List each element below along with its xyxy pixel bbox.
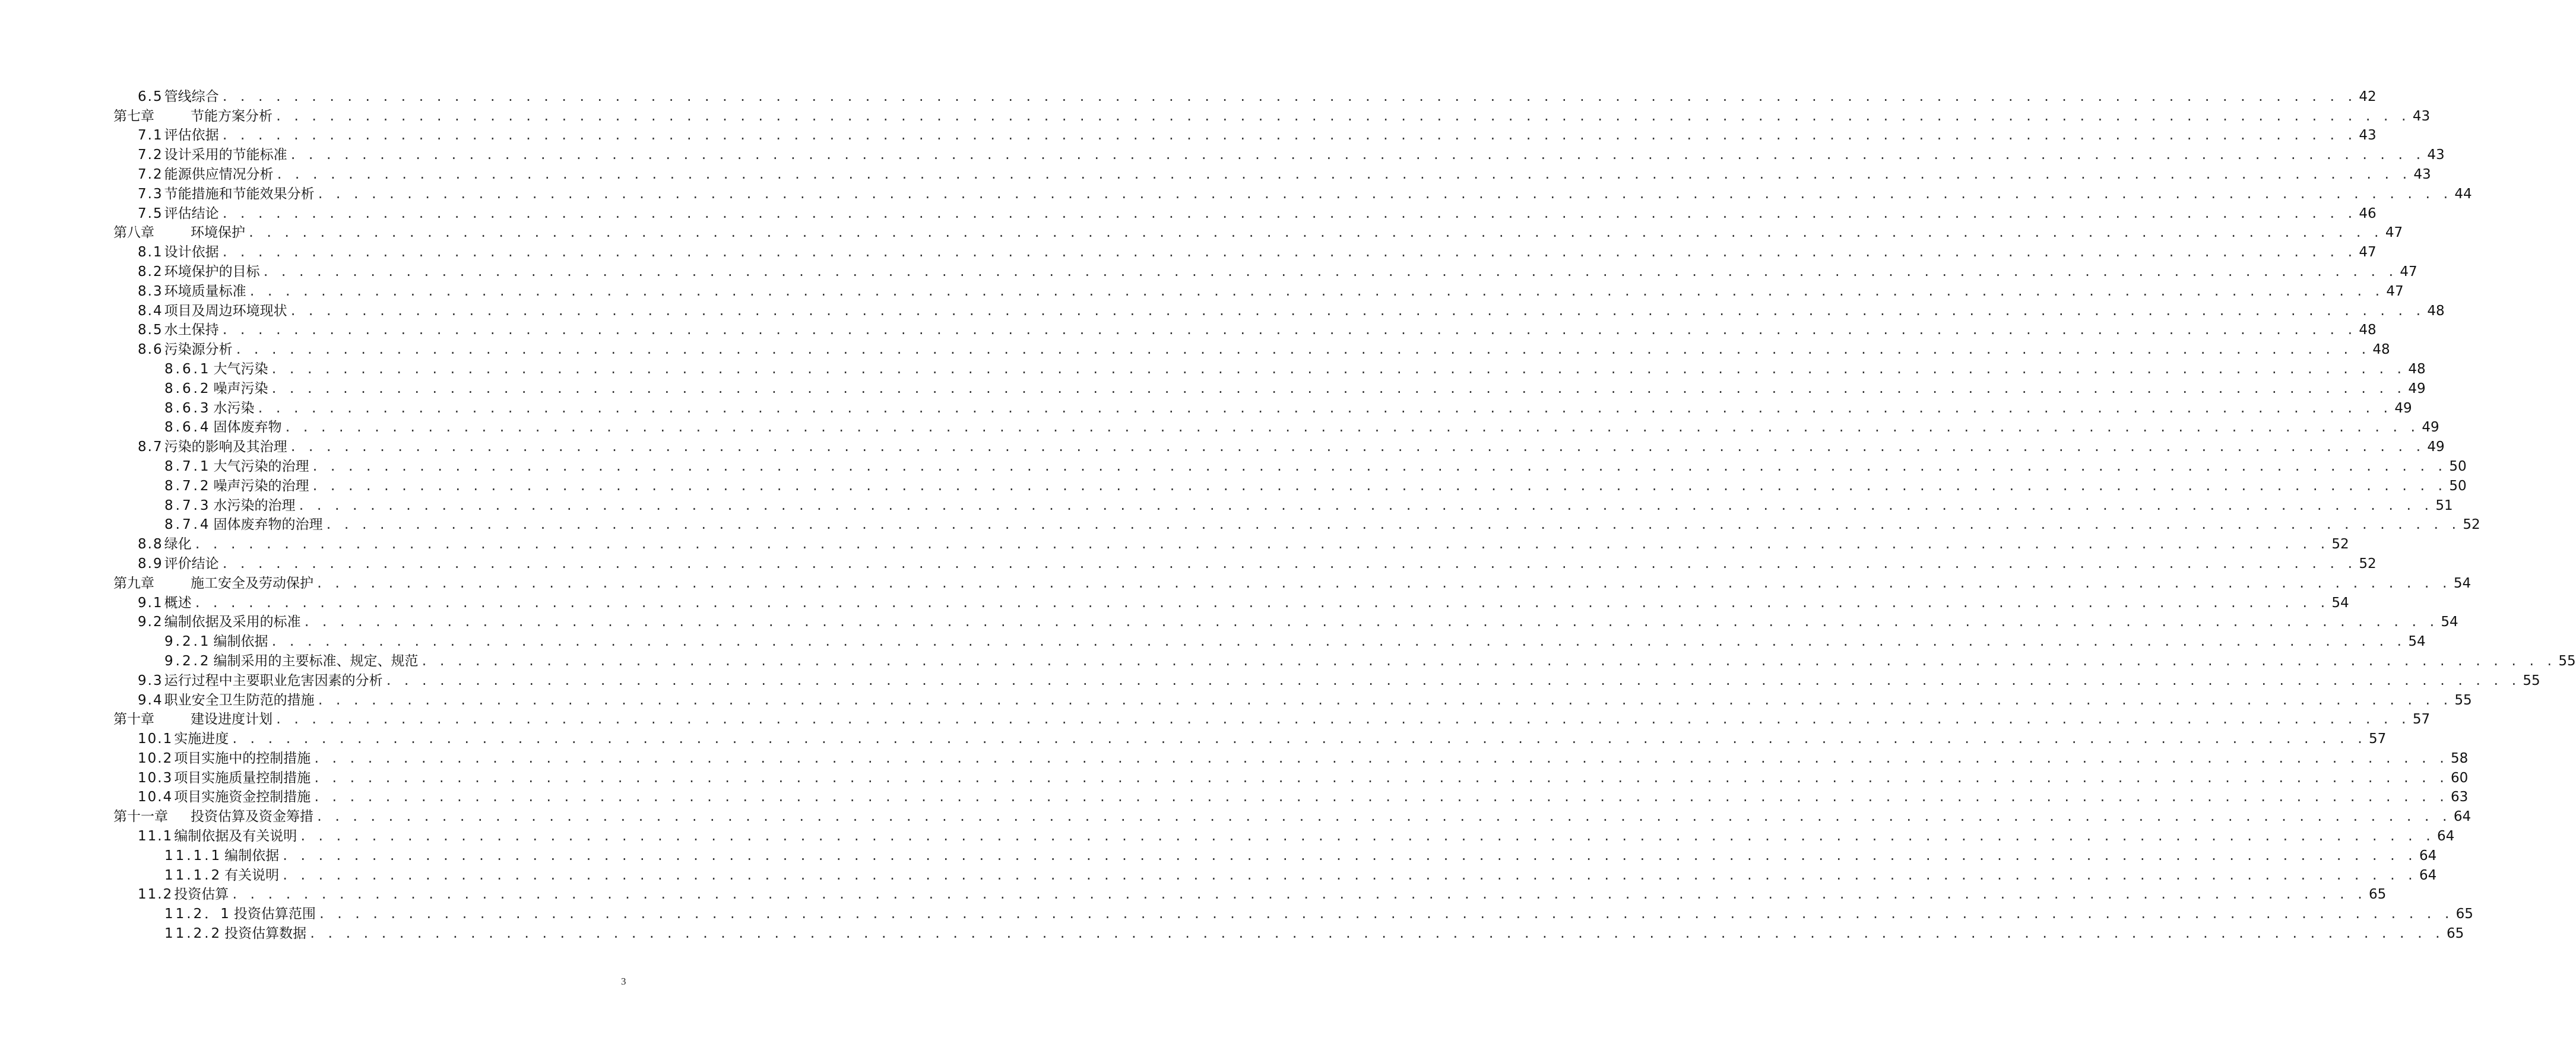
toc-dot-leader: . . . . . . . . . . . . . . . . . . . . . . . . . . . . . . . . . . . . . . . . . . . . . . . . . . . . . . . . . . . . . . . . . . . . . . . . . . . . . . . . . . . . . . . . . . . . . . . . . . . . . . . . . . . . . . . . . . . . . . . .: [221, 245, 2356, 260]
toc-entry-line: [138, 264, 2417, 280]
toc-entry-number: 7.2: [138, 166, 163, 182]
toc-entry-number: 8.7.2: [164, 478, 211, 494]
toc-entry-line: [164, 419, 2439, 436]
toc-entry-number: 8.9: [138, 556, 163, 572]
toc-entry-line: [164, 633, 2426, 650]
toc-entry-line: [164, 848, 2437, 864]
toc-entry-number: 9.3: [138, 672, 163, 688]
toc-entry-line: [113, 575, 2472, 592]
toc-entry-line: [138, 186, 2472, 202]
toc-section-entry: [0, 380, 2426, 401]
toc-entry-title: 投资估算及资金筹措: [191, 809, 313, 825]
toc-section-entry: [0, 829, 2455, 848]
toc-dot-leader: . . . . . . . . . . . . . . . . . . . . . . . . . . . . . . . . . . . . . . . . . . . . . . . . . . . . . . . . . . . . . . . . . . . . . . . . . . . . . . . . . . . . . . . . . . . . . . . . . . . . . . . . . . . . . . . . . . . . . . . .: [316, 693, 2451, 707]
toc-entry-number: 11.2．1: [164, 906, 232, 922]
toc-section-entry: [0, 595, 2349, 615]
toc-entry-title: 编制依据及有关说明: [174, 829, 297, 845]
toc-entry-number: 11.1: [138, 829, 173, 845]
toc-entry-title: 投资估算范围: [233, 906, 316, 922]
toc-entry-number: 8.6.2: [164, 380, 211, 396]
toc-entry-title: 大气污染: [213, 361, 268, 377]
toc-dot-leader: . . . . . . . . . . . . . . . . . . . . . . . . . . . . . . . . . . . . . . . . . . . . . . . . . . . . . . . . . . . . . . . . . . . . . . . . . . . . . . . . . . . . . . . . . . . . . . . . . . . . . . . . . . . . . . . . . . . . . . . .: [313, 790, 2448, 805]
toc-dot-leader: . . . . . . . . . . . . . . . . . . . . . . . . . . . . . . . . . . . . . . . . . . . . . . . . . . . . . . . . . . . . . . . . . . . . . . . . . . . . . . . . . . . . . . . . . . . . . . . . . . . . . . . . . . . . . . . . . . . . . . . .: [231, 732, 2366, 747]
toc-dot-leader: . . . . . . . . . . . . . . . . . . . . . . . . . . . . . . . . . . . . . . . . . . . . . . . . . . . . . . . . . . . . . . . . . . . . . . . . . . . . . . . . . . . . . . . . . . . . . . . . . . . . . . . . . . . . . . . . . . . . . . . .: [289, 148, 2424, 163]
toc-entry-page: 54: [2441, 614, 2458, 630]
toc-entry-line: [138, 439, 2445, 455]
toc-entry-page: 57: [2369, 731, 2387, 747]
toc-section-entry: [0, 458, 2467, 478]
toc-dot-leader: . . . . . . . . . . . . . . . . . . . . . . . . . . . . . . . . . . . . . . . . . . . . . . . . . . . . . . . . . . . . . . . . . . . . . . . . . . . . . . . . . . . . . . . . . . . . . . . . . . . . . . . . . . . . . . . . . . . . . . . .: [270, 361, 2405, 376]
toc-entry-number: 9.2: [138, 614, 163, 630]
toc-entry-page: 54: [2408, 634, 2426, 650]
toc-entry-title: 项目实施资金控制措施: [174, 789, 311, 805]
toc-entry-number: 10.2: [138, 750, 173, 766]
toc-entry-page: 65: [2446, 926, 2464, 942]
toc-entry-page: 64: [2453, 809, 2472, 825]
toc-section-entry: [0, 205, 2377, 226]
toc-entry-number: 第十章: [113, 712, 154, 728]
toc-entry-line: [138, 166, 2431, 183]
toc-entry-number: 8.6: [138, 342, 163, 358]
toc-entry-page: 64: [2419, 848, 2437, 864]
toc-entry-line: [113, 224, 2403, 241]
toc-section-entry: [0, 848, 2437, 868]
toc-entry-line: [138, 303, 2445, 319]
toc-entry-number: 第七章: [113, 108, 154, 124]
toc-entry-number: 7.2: [138, 147, 163, 163]
toc-entry-title: 污染源分析: [164, 342, 233, 358]
toc-section-entry: [0, 439, 2445, 459]
toc-section-entry: [0, 867, 2437, 887]
toc-dot-leader: . . . . . . . . . . . . . . . . . . . . . . . . . . . . . . . . . . . . . . . . . . . . . . . . . . . . . . . . . . . . . . . . . . . . . . . . . . . . . . . . . . . . . . . . . . . . . . . . . . . . . . . . . . . . . . . . . . . . . . . .: [325, 518, 2460, 532]
toc-entry-title: 水污染的治理: [213, 497, 296, 513]
toc-entry-title: 噪声污染: [213, 380, 268, 396]
toc-entry-title: 评价结论: [164, 556, 219, 572]
toc-dot-leader: . . . . . . . . . . . . . . . . . . . . . . . . . . . . . . . . . . . . . . . . . . . . . . . . . . . . . . . . . . . . . . . . . . . . . . . . . . . . . . . . . . . . . . . . . . . . . . . . . . . . . . . . . . . . . . . . . . . . . . . .: [194, 537, 2328, 552]
toc-entry-page: 48: [2408, 361, 2426, 377]
toc-section-entry: [0, 88, 2377, 109]
toc-entry-number: 9.2.1: [164, 634, 211, 650]
toc-entry-page: 60: [2451, 770, 2469, 786]
toc-entry-line: [138, 750, 2469, 767]
toc-entry-line: [138, 341, 2390, 358]
toc-section-entry: [0, 517, 2480, 537]
toc-entry-line: [138, 88, 2377, 105]
toc-section-entry: [0, 322, 2377, 342]
toc-entry-title: 项目实施中的控制措施: [174, 750, 311, 766]
toc-dot-leader: . . . . . . . . . . . . . . . . . . . . . . . . . . . . . . . . . . . . . . . . . . . . . . . . . . . . . . . . . . . . . . . . . . . . . . . . . . . . . . . . . . . . . . . . . . . . . . . . . . . . . . . . . . . . . . . . . . . . . . . .: [221, 206, 2356, 221]
toc-dot-leader: . . . . . . . . . . . . . . . . . . . . . . . . . . . . . . . . . . . . . . . . . . . . . . . . . . . . . . . . . . . . . . . . . . . . . . . . . . . . . . . . . . . . . . . . . . . . . . . . . . . . . . . . . . . . . . . . . . . . . . . .: [256, 401, 2391, 415]
toc-entry-number: 8.6.1: [164, 361, 211, 377]
toc-dot-leader: . . . . . . . . . . . . . . . . . . . . . . . . . . . . . . . . . . . . . . . . . . . . . . . . . . . . . . . . . . . . . . . . . . . . . . . . . . . . . . . . . . . . . . . . . . . . . . . . . . . . . . . . . . . . . . . . . . . . . . . .: [284, 420, 2419, 435]
toc-section-entry: [0, 497, 2453, 518]
toc-entry-line: [138, 244, 2377, 261]
toc-dot-leader: . . . . . . . . . . . . . . . . . . . . . . . . . . . . . . . . . . . . . . . . . . . . . . . . . . . . . . . . . . . . . . . . . . . . . . . . . . . . . . . . . . . . . . . . . . . . . . . . . . . . . . . . . . . . . . . . . . . . . . . .: [316, 810, 2450, 824]
toc-entry-line: [164, 361, 2426, 377]
toc-entry-line: [138, 614, 2458, 630]
toc-entry-number: 8.1: [138, 245, 163, 261]
toc-section-entry: [0, 653, 2576, 673]
toc-entry-page: 48: [2359, 322, 2377, 338]
toc-entry-number: 8.7.3: [164, 497, 211, 513]
toc-section-entry: [0, 692, 2472, 712]
toc-section-entry: [0, 128, 2377, 148]
toc-section-entry: [0, 420, 2439, 440]
toc-section-entry: [0, 303, 2445, 323]
toc-dot-leader: . . . . . . . . . . . . . . . . . . . . . . . . . . . . . . . . . . . . . . . . . . . . . . . . . . . . . . . . . . . . . . . . . . . . . . . . . . . . . . . . . . . . . . . . . . . . . . . . . . . . . . . . . . . . . . . . . . . . . . . .: [275, 167, 2410, 182]
toc-entry-page: 48: [2372, 342, 2390, 358]
toc-entry-page: 42: [2359, 88, 2377, 104]
toc-section-entry: [0, 186, 2472, 206]
toc-section-entry: [0, 887, 2387, 907]
toc-entry-number: 8.4: [138, 303, 163, 319]
toc-entry-title: 评估依据: [164, 128, 219, 144]
toc-entry-line: [164, 380, 2426, 397]
toc-entry-title: 编制依据: [224, 848, 280, 864]
toc-entry-line: [164, 458, 2467, 475]
toc-entry-number: 8.2: [138, 264, 163, 280]
toc-entry-title: 能源供应情况分析: [164, 166, 274, 182]
toc-section-entry: [0, 556, 2377, 576]
toc-entry-number: 6.5: [138, 88, 163, 104]
toc-entry-line: [164, 400, 2412, 417]
toc-section-entry: [0, 770, 2469, 790]
toc-dot-leader: . . . . . . . . . . . . . . . . . . . . . . . . . . . . . . . . . . . . . . . . . . . . . . . . . . . . . . . . . . . . . . . . . . . . . . . . . . . . . . . . . . . . . . . . . . . . . . . . . . . . . . . . . . . . . . . . . . . . . . . .: [221, 323, 2356, 338]
toc-dot-leader: . . . . . . . . . . . . . . . . . . . . . . . . . . . . . . . . . . . . . . . . . . . . . . . . . . . . . . . . . . . . . . . . . . . . . . . . . . . . . . . . . . . . . . . . . . . . . . . . . . . . . . . . . . . . . . . . . . . . . . . .: [248, 284, 2383, 299]
page-number: 3: [621, 976, 626, 987]
toc-entry-title: 水污染: [213, 400, 255, 416]
toc-entry-title: 环境保护的目标: [164, 264, 260, 280]
toc-section-entry: [0, 264, 2417, 284]
toc-entry-title: 职业安全卫生防范的措施: [164, 692, 315, 708]
toc-dot-leader: . . . . . . . . . . . . . . . . . . . . . . . . . . . . . . . . . . . . . . . . . . . . . . . . . . . . . . . . . . . . . . . . . . . . . . . . . . . . . . . . . . . . . . . . . . . . . . . . . . . . . . . . . . . . . . . . . . . . . . . .: [289, 303, 2424, 318]
toc-entry-number: 10.1: [138, 731, 173, 747]
toc-entry-number: 8.7: [138, 439, 163, 455]
toc-entry-page: 50: [2449, 478, 2467, 494]
toc-entry-title: 施工安全及劳动保护: [191, 575, 313, 591]
toc-entry-title: 编制依据及采用的标准: [164, 614, 301, 630]
toc-dot-leader: . . . . . . . . . . . . . . . . . . . . . . . . . . . . . . . . . . . . . . . . . . . . . . . . . . . . . . . . . . . . . . . . . . . . . . . . . . . . . . . . . . . . . . . . . . . . . . . . . . . . . . . . . . . . . . . . . . . . . . . .: [221, 128, 2356, 143]
toc-entry-line: [138, 595, 2349, 611]
toc-entry-title: 实施进度: [174, 731, 229, 747]
toc-entry-line: [138, 731, 2387, 747]
toc-entry-title: 污染的影响及其治理: [164, 439, 287, 455]
toc-entry-line: [138, 886, 2387, 903]
toc-entry-number: 8.3: [138, 283, 163, 299]
toc-entry-line: [164, 478, 2467, 494]
toc-chapter-entry: [0, 225, 2403, 245]
toc-entry-page: 49: [2427, 439, 2445, 455]
toc-entry-line: [138, 789, 2469, 805]
toc-entry-number: 10.4: [138, 789, 173, 805]
toc-entry-page: 65: [2369, 887, 2387, 903]
toc-entry-page: 65: [2455, 906, 2473, 922]
toc-entry-title: 评估结论: [164, 205, 219, 221]
toc-entry-page: 47: [2385, 225, 2403, 241]
toc-entry-page: 49: [2422, 420, 2439, 436]
toc-entry-title: 项目及周边环境现状: [164, 303, 287, 319]
toc-section-entry: [0, 906, 2473, 926]
toc-entry-title: 固体废弃物的治理: [213, 517, 323, 533]
toc-entry-number: 11.1.1: [164, 848, 223, 864]
toc-entry-title: 编制依据: [213, 634, 268, 650]
toc-entry-number: 8.6.3: [164, 400, 211, 416]
toc-dot-leader: . . . . . . . . . . . . . . . . . . . . . . . . . . . . . . . . . . . . . . . . . . . . . . . . . . . . . . . . . . . . . . . . . . . . . . . . . . . . . . . . . . . . . . . . . . . . . . . . . . . . . . . . . . . . . . . . . . . . . . . .: [270, 634, 2405, 649]
toc-section-entry: [0, 634, 2426, 653]
toc-entry-page: 55: [2454, 692, 2472, 708]
toc-dot-leader: . . . . . . . . . . . . . . . . . . . . . . . . . . . . . . . . . . . . . . . . . . . . . . . . . . . . . . . . . . . . . . . . . . . . . . . . . . . . . . . . . . . . . . . . . . . . . . . . . . . . . . . . . . . . . . . . . . . . . . . .: [194, 595, 2328, 610]
toc-dot-leader: . . . . . . . . . . . . . . . . . . . . . . . . . . . . . . . . . . . . . . . . . . . . . . . . . . . . . . . . . . . . . . . . . . . . . . . . . . . . . . . . . . . . . . . . . . . . . . . . . . . . . . . . . . . . . . . . . . . . . . . .: [313, 770, 2448, 785]
toc-chapter-entry: [0, 712, 2431, 732]
toc-entry-page: 46: [2359, 205, 2377, 221]
toc-entry-page: 54: [2331, 595, 2349, 611]
toc-entry-page: 47: [2359, 245, 2377, 261]
toc-entry-title: 概述: [164, 595, 192, 611]
toc-dot-leader: . . . . . . . . . . . . . . . . . . . . . . . . . . . . . . . . . . . . . . . . . . . . . . . . . . . . . . . . . . . . . . . . . . . . . . . . . . . . . . . . . . . . . . . . . . . . . . . . . . . . . . . . . . . . . . . . . . . . . . . .: [316, 186, 2451, 201]
toc-entry-page: 64: [2437, 829, 2455, 845]
toc-entry-number: 8.6.4: [164, 420, 211, 436]
toc-section-entry: [0, 342, 2390, 361]
toc-entry-line: [138, 127, 2377, 144]
toc-dot-leader: . . . . . . . . . . . . . . . . . . . . . . . . . . . . . . . . . . . . . . . . . . . . . . . . . . . . . . . . . . . . . . . . . . . . . . . . . . . . . . . . . . . . . . . . . . . . . . . . . . . . . . . . . . . . . . . . . . . . . . . .: [318, 907, 2453, 922]
toc-dot-leader: . . . . . . . . . . . . . . . . . . . . . . . . . . . . . . . . . . . . . . . . . . . . . . . . . . . . . . . . . . . . . . . . . . . . . . . . . . . . . . . . . . . . . . . . . . . . . . . . . . . . . . . . . . . . . . . . . . . . . . . .: [221, 556, 2356, 571]
toc-section-entry: [0, 283, 2404, 303]
toc-entry-line: [113, 711, 2431, 728]
toc-entry-title: 有关说明: [224, 867, 280, 883]
toc-entry-number: 9.2.2: [164, 653, 211, 669]
toc-entry-page: 52: [2331, 537, 2349, 553]
toc-entry-title: 建设进度计划: [191, 712, 273, 728]
toc-dot-leader: . . . . . . . . . . . . . . . . . . . . . . . . . . . . . . . . . . . . . . . . . . . . . . . . . . . . . . . . . . . . . . . . . . . . . . . . . . . . . . . . . . . . . . . . . . . . . . . . . . . . . . . . . . . . . . . . . . . . . . . .: [297, 498, 2432, 513]
toc-entry-page: 43: [2413, 166, 2431, 182]
toc-entry-line: [138, 770, 2469, 786]
toc-section-entry: [0, 245, 2377, 264]
toc-entry-line: [138, 692, 2472, 709]
toc-entry-number: 第九章: [113, 575, 154, 591]
toc-entry-title: 噪声污染的治理: [213, 478, 309, 494]
toc-entry-page: 48: [2427, 303, 2445, 319]
toc-entry-line: [164, 497, 2453, 514]
toc-entry-number: 11.2: [138, 887, 173, 903]
toc-dot-leader: . . . . . . . . . . . . . . . . . . . . . . . . . . . . . . . . . . . . . . . . . . . . . . . . . . . . . . . . . . . . . . . . . . . . . . . . . . . . . . . . . . . . . . . . . . . . . . . . . . . . . . . . . . . . . . . . . . . . . . . .: [303, 615, 2438, 630]
toc-dot-leader: . . . . . . . . . . . . . . . . . . . . . . . . . . . . . . . . . . . . . . . . . . . . . . . . . . . . . . . . . . . . . . . . . . . . . . . . . . . . . . . . . . . . . . . . . . . . . . . . . . . . . . . . . . . . . . . . . . . . . . . .: [385, 673, 2520, 688]
toc-entry-line: [138, 322, 2377, 338]
toc-dot-leader: . . . . . . . . . . . . . . . . . . . . . . . . . . . . . . . . . . . . . . . . . . . . . . . . . . . . . . . . . . . . . . . . . . . . . . . . . . . . . . . . . . . . . . . . . . . . . . . . . . . . . . . . . . . . . . . . . . . . . . . .: [313, 751, 2448, 766]
toc-entry-title: 设计采用的节能标准: [164, 147, 287, 163]
toc-entry-line: [138, 556, 2377, 572]
toc-entry-title: 大气污染的治理: [213, 458, 309, 474]
toc-section-entry: [0, 672, 2540, 693]
toc-entry-title: 项目实施质量控制措施: [174, 770, 311, 786]
toc-entry-number: 8.7.4: [164, 517, 211, 533]
toc-entry-number: 第八章: [113, 225, 154, 241]
toc-entry-line: [138, 205, 2377, 222]
toc-dot-leader: . . . . . . . . . . . . . . . . . . . . . . . . . . . . . . . . . . . . . . . . . . . . . . . . . . . . . . . . . . . . . . . . . . . . . . . . . . . . . . . . . . . . . . . . . . . . . . . . . . . . . . . . . . . . . . . . . . . . . . . .: [270, 381, 2405, 396]
toc-entry-number: 第十一章: [113, 809, 168, 825]
toc-chapter-entry: [0, 809, 2472, 829]
toc-entry-line: [113, 808, 2472, 825]
toc-entry-page: 50: [2449, 458, 2467, 474]
toc-dot-leader: . . . . . . . . . . . . . . . . . . . . . . . . . . . . . . . . . . . . . . . . . . . . . . . . . . . . . . . . . . . . . . . . . . . . . . . . . . . . . . . . . . . . . . . . . . . . . . . . . . . . . . . . . . . . . . . . . . . . . . . .: [235, 342, 2369, 357]
toc-dot-leader: . . . . . . . . . . . . . . . . . . . . . . . . . . . . . . . . . . . . . . . . . . . . . . . . . . . . . . . . . . . . . . . . . . . . . . . . . . . . . . . . . . . . . . . . . . . . . . . . . . . . . . . . . . . . . . . . . . . . . . . .: [221, 89, 2356, 104]
toc-entry-number: 8.7.1: [164, 458, 211, 474]
toc-entry-line: [138, 283, 2404, 300]
toc-dot-leader: . . . . . . . . . . . . . . . . . . . . . . . . . . . . . . . . . . . . . . . . . . . . . . . . . . . . . . . . . . . . . . . . . . . . . . . . . . . . . . . . . . . . . . . . . . . . . . . . . . . . . . . . . . . . . . . . . . . . . . . .: [281, 868, 2416, 883]
toc-entry-title: 环境质量标准: [164, 283, 246, 299]
toc-entry-page: 43: [2412, 108, 2431, 124]
toc-entry-number: 7.1: [138, 128, 163, 144]
toc-entry-line: [138, 536, 2349, 553]
toc-entry-page: 64: [2419, 867, 2437, 883]
toc-entry-line: [164, 653, 2576, 669]
toc-chapter-entry: [0, 108, 2431, 128]
toc-entry-page: 55: [2523, 672, 2540, 688]
toc-entry-title: 管线综合: [164, 88, 219, 104]
toc-entry-page: 43: [2359, 128, 2377, 144]
toc-entry-title: 投资估算: [174, 887, 229, 903]
toc-entry-page: 57: [2412, 712, 2431, 728]
toc-entry-number: 10.3: [138, 770, 173, 786]
toc-chapter-entry: [0, 575, 2472, 595]
toc-entry-line: [138, 672, 2540, 689]
toc-entry-page: 43: [2427, 147, 2445, 163]
toc-entry-page: 51: [2435, 497, 2453, 513]
toc-dot-leader: . . . . . . . . . . . . . . . . . . . . . . . . . . . . . . . . . . . . . . . . . . . . . . . . . . . . . . . . . . . . . . . . . . . . . . . . . . . . . . . . . . . . . . . . . . . . . . . . . . . . . . . . . . . . . . . . . . . . . . . .: [289, 440, 2424, 455]
toc-entry-number: 11.2.2: [164, 926, 223, 942]
toc-entry-page: 47: [2400, 264, 2417, 280]
toc-section-entry: [0, 166, 2431, 186]
toc-entry-page: 47: [2386, 283, 2404, 299]
toc-section-entry: [0, 478, 2467, 498]
toc-entry-number: 9.1: [138, 595, 163, 611]
toc-entry-title: 运行过程中主要职业危害因素的分析: [164, 672, 383, 688]
toc-entry-title: 绿化: [164, 537, 192, 553]
toc-entry-number: 11.1.2: [164, 867, 223, 883]
toc-entry-title: 设计依据: [164, 245, 219, 261]
toc-entry-line: [138, 828, 2455, 845]
toc-section-entry: [0, 750, 2469, 770]
toc-entry-page: 52: [2359, 556, 2377, 572]
toc-dot-leader: . . . . . . . . . . . . . . . . . . . . . . . . . . . . . . . . . . . . . . . . . . . . . . . . . . . . . . . . . . . . . . . . . . . . . . . . . . . . . . . . . . . . . . . . . . . . . . . . . . . . . . . . . . . . . . . . . . . . . . . .: [309, 926, 2443, 941]
toc-entry-line: [113, 108, 2431, 125]
toc-entry-line: [164, 867, 2437, 884]
toc-entry-title: 节能措施和节能效果分析: [164, 186, 315, 202]
toc-section-entry: [0, 789, 2469, 810]
toc-section-entry: [0, 361, 2426, 381]
toc-dot-leader: . . . . . . . . . . . . . . . . . . . . . . . . . . . . . . . . . . . . . . . . . . . . . . . . . . . . . . . . . . . . . . . . . . . . . . . . . . . . . . . . . . . . . . . . . . . . . . . . . . . . . . . . . . . . . . . . . . . . . . . .: [275, 109, 2409, 123]
toc-section-entry: [0, 537, 2349, 556]
toc-entry-page: 52: [2463, 517, 2480, 533]
toc-entry-number: 9.4: [138, 692, 163, 708]
toc-entry-line: [138, 147, 2445, 163]
toc-dot-leader: . . . . . . . . . . . . . . . . . . . . . . . . . . . . . . . . . . . . . . . . . . . . . . . . . . . . . . . . . . . . . . . . . . . . . . . . . . . . . . . . . . . . . . . . . . . . . . . . . . . . . . . . . . . . . . . . . . . . . . . .: [420, 653, 2555, 668]
toc-entry-title: 节能方案分析: [191, 108, 273, 124]
toc-entry-title: 固体废弃物: [213, 420, 282, 436]
toc-entry-number: 7.3: [138, 186, 163, 202]
toc-dot-leader: . . . . . . . . . . . . . . . . . . . . . . . . . . . . . . . . . . . . . . . . . . . . . . . . . . . . . . . . . . . . . . . . . . . . . . . . . . . . . . . . . . . . . . . . . . . . . . . . . . . . . . . . . . . . . . . . . . . . . . . .: [299, 829, 2434, 844]
toc-entry-number: 7.5: [138, 205, 163, 221]
toc-entry-number: 8.5: [138, 322, 163, 338]
toc-entry-title: 水土保持: [164, 322, 219, 338]
toc-entry-page: 49: [2408, 380, 2426, 396]
toc-dot-leader: . . . . . . . . . . . . . . . . . . . . . . . . . . . . . . . . . . . . . . . . . . . . . . . . . . . . . . . . . . . . . . . . . . . . . . . . . . . . . . . . . . . . . . . . . . . . . . . . . . . . . . . . . . . . . . . . . . . . . . . .: [316, 576, 2450, 591]
toc-entry-page: 58: [2451, 750, 2469, 766]
toc-section-entry: [0, 147, 2445, 167]
toc-entry-page: 55: [2558, 653, 2576, 669]
toc-entry-line: [164, 516, 2480, 533]
toc-entry-title: 投资估算数据: [224, 926, 307, 942]
toc-dot-leader: . . . . . . . . . . . . . . . . . . . . . . . . . . . . . . . . . . . . . . . . . . . . . . . . . . . . . . . . . . . . . . . . . . . . . . . . . . . . . . . . . . . . . . . . . . . . . . . . . . . . . . . . . . . . . . . . . . . . . . . .: [262, 264, 2397, 279]
toc-entry-number: 8.8: [138, 537, 163, 553]
toc-dot-leader: . . . . . . . . . . . . . . . . . . . . . . . . . . . . . . . . . . . . . . . . . . . . . . . . . . . . . . . . . . . . . . . . . . . . . . . . . . . . . . . . . . . . . . . . . . . . . . . . . . . . . . . . . . . . . . . . . . . . . . . .: [281, 848, 2416, 863]
toc-dot-leader: . . . . . . . . . . . . . . . . . . . . . . . . . . . . . . . . . . . . . . . . . . . . . . . . . . . . . . . . . . . . . . . . . . . . . . . . . . . . . . . . . . . . . . . . . . . . . . . . . . . . . . . . . . . . . . . . . . . . . . . .: [231, 887, 2366, 902]
toc-dot-leader: . . . . . . . . . . . . . . . . . . . . . . . . . . . . . . . . . . . . . . . . . . . . . . . . . . . . . . . . . . . . . . . . . . . . . . . . . . . . . . . . . . . . . . . . . . . . . . . . . . . . . . . . . . . . . . . . . . . . . . . .: [275, 712, 2409, 727]
toc-section-entry: [0, 614, 2458, 634]
toc-entry-page: 54: [2453, 575, 2472, 591]
toc-entry-page: 44: [2454, 186, 2472, 202]
toc-section-entry: [0, 926, 2464, 945]
toc-dot-leader: . . . . . . . . . . . . . . . . . . . . . . . . . . . . . . . . . . . . . . . . . . . . . . . . . . . . . . . . . . . . . . . . . . . . . . . . . . . . . . . . . . . . . . . . . . . . . . . . . . . . . . . . . . . . . . . . . . . . . . . .: [311, 478, 2446, 493]
toc-entry-line: [164, 906, 2473, 922]
table-of-contents: [0, 88, 2576, 945]
toc-entry-title: 环境保护: [191, 225, 245, 241]
toc-entry-page: 63: [2451, 789, 2469, 805]
toc-section-entry: [0, 400, 2412, 420]
toc-entry-title: 编制采用的主要标准、规定、规范: [213, 653, 419, 669]
toc-dot-leader: . . . . . . . . . . . . . . . . . . . . . . . . . . . . . . . . . . . . . . . . . . . . . . . . . . . . . . . . . . . . . . . . . . . . . . . . . . . . . . . . . . . . . . . . . . . . . . . . . . . . . . . . . . . . . . . . . . . . . . . .: [311, 459, 2446, 474]
toc-dot-leader: . . . . . . . . . . . . . . . . . . . . . . . . . . . . . . . . . . . . . . . . . . . . . . . . . . . . . . . . . . . . . . . . . . . . . . . . . . . . . . . . . . . . . . . . . . . . . . . . . . . . . . . . . . . . . . . . . . . . . . . .: [248, 226, 2382, 240]
toc-section-entry: [0, 731, 2387, 751]
toc-entry-page: 49: [2394, 400, 2412, 416]
toc-entry-line: [164, 925, 2464, 942]
